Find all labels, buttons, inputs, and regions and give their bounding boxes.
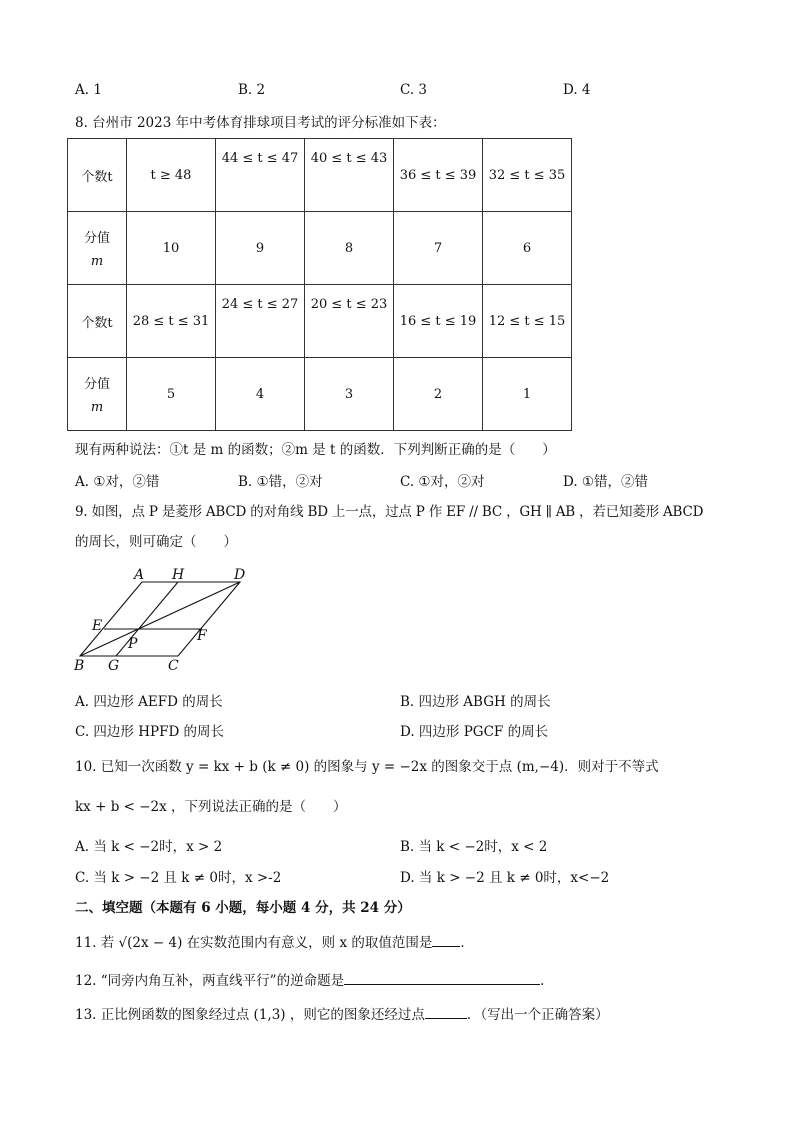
table-cell: 16 ≤ t ≤ 19 [394, 285, 483, 358]
score-header-label: 分值 [83, 377, 110, 392]
score-header [68, 358, 127, 431]
table-cell: 24 ≤ t ≤ 27 [216, 285, 305, 358]
q7-option-d: D. 4 [563, 82, 591, 98]
table-cell: 1 [483, 358, 572, 431]
count-header: 个数t [68, 285, 127, 358]
q8-statement: 现有两种说法：①t 是 m 的函数；②m 是 t 的函数．下列判断正确的是（ ） [75, 442, 556, 458]
q10-option-c: C. 当 k > −2 且 k ≠ 0时，x >-2 [75, 870, 282, 886]
q10-option-d: D. 当 k > −2 且 k ≠ 0时，x<−2 [400, 870, 610, 886]
q9-stem-line1: 9. 如图，点 P 是菱形 ABCD 的对角线 BD 上一点，过点 P 作 EF // BC ，GH ∥ AB ，若已知菱形 ABCD [75, 504, 704, 520]
count-header: 个数t [68, 139, 127, 212]
q11-end: ． [460, 935, 474, 951]
q12-answer-blank[interactable] [344, 970, 540, 985]
label-p: P [128, 636, 138, 652]
q13-text: 13. 正比例函数的图象经过点 (1,3) ，则它的图象还经过点 [75, 1007, 425, 1023]
label-c: C [168, 658, 179, 674]
q9-option-b: B. 四边形 ABGH 的周长 [400, 694, 551, 710]
q8-stem: 8. 台州市 2023 年中考体育排球项目考试的评分标准如下表： [75, 115, 446, 131]
q7-option-c: C. 3 [400, 82, 428, 98]
q9-option-c: C. 四边形 HPFD 的周长 [75, 724, 225, 740]
q10-option-a: A. 当 k < −2时，x > 2 [75, 839, 223, 855]
table-cell: 44 ≤ t ≤ 47 [216, 139, 305, 212]
q12-text: 12. “同旁内角互补，两直线平行”的逆命题是 [75, 973, 345, 989]
q13-answer-blank[interactable] [425, 1004, 467, 1019]
table-cell: 32 ≤ t ≤ 35 [483, 139, 572, 212]
label-h: H [172, 567, 185, 583]
table-cell: 40 ≤ t ≤ 43 [305, 139, 394, 212]
q11 [75, 932, 734, 953]
table-cell: t ≥ 48 [127, 139, 216, 212]
table-cell: 36 ≤ t ≤ 39 [394, 139, 483, 212]
q12-end: . [540, 973, 545, 989]
q9-option-d: D. 四边形 PGCF 的周长 [400, 724, 549, 740]
table-cell: 7 [394, 212, 483, 285]
label-d: D [234, 567, 246, 583]
label-e: E [92, 618, 103, 634]
rhombus-figure [70, 562, 260, 674]
label-g: G [108, 658, 120, 674]
score-header-var: m [90, 254, 104, 269]
q8-option-d: D. ①错，②错 [563, 474, 649, 490]
section-title: 二、填空题（本题有 6 小题，每小题 4 分，共 24 分） [75, 900, 411, 916]
score-header-var: m [90, 400, 104, 415]
q10-stem-line2: kx + b < −2x ，下列说法正确的是（ ） [75, 799, 347, 815]
table-cell: 4 [216, 358, 305, 431]
diagonal-bd [80, 582, 240, 656]
score-header [68, 212, 127, 285]
q13 [75, 1004, 734, 1025]
table-cell: 8 [305, 212, 394, 285]
q12 [75, 970, 734, 991]
q9-option-a: A. 四边形 AEFD 的周长 [75, 694, 223, 710]
table-cell: 5 [127, 358, 216, 431]
scoring-table [67, 138, 572, 431]
q10-option-b: B. 当 k < −2时，x < 2 [400, 839, 548, 855]
table-cell: 9 [216, 212, 305, 285]
table-cell: 2 [394, 358, 483, 431]
label-a: A [134, 567, 145, 583]
q11-answer-blank[interactable] [432, 932, 460, 947]
table-cell: 6 [483, 212, 572, 285]
score-header-label: 分值 [83, 231, 110, 246]
label-f: F [197, 628, 207, 644]
table-cell: 28 ≤ t ≤ 31 [127, 285, 216, 358]
q8-option-c: C. ①对，②对 [400, 474, 485, 490]
q13-end: ．（写出一个正确答案） [466, 1007, 609, 1023]
q8-option-b: B. ①错，②对 [238, 474, 323, 490]
q8-option-a: A. ①对，②错 [75, 474, 160, 490]
table-cell: 20 ≤ t ≤ 23 [305, 285, 394, 358]
q7-option-b: B. 2 [238, 82, 266, 98]
table-cell: 10 [127, 212, 216, 285]
table-cell: 12 ≤ t ≤ 15 [483, 285, 572, 358]
segment-gh [116, 582, 178, 656]
label-b: B [74, 658, 85, 674]
q10-stem-line1: 10. 已知一次函数 y = kx + b (k ≠ 0) 的图象与 y = −2x 的图象交于点 (m,−4)．则对于不等式 [75, 759, 659, 775]
table-cell: 3 [305, 358, 394, 431]
q9-stem-line2: 的周长，则可确定（ ） [75, 534, 237, 550]
q11-text: 11. 若 √(2x − 4) 在实数范围内有意义，则 x 的取值范围是 [75, 935, 433, 951]
q7-option-a: A. 1 [75, 82, 102, 98]
